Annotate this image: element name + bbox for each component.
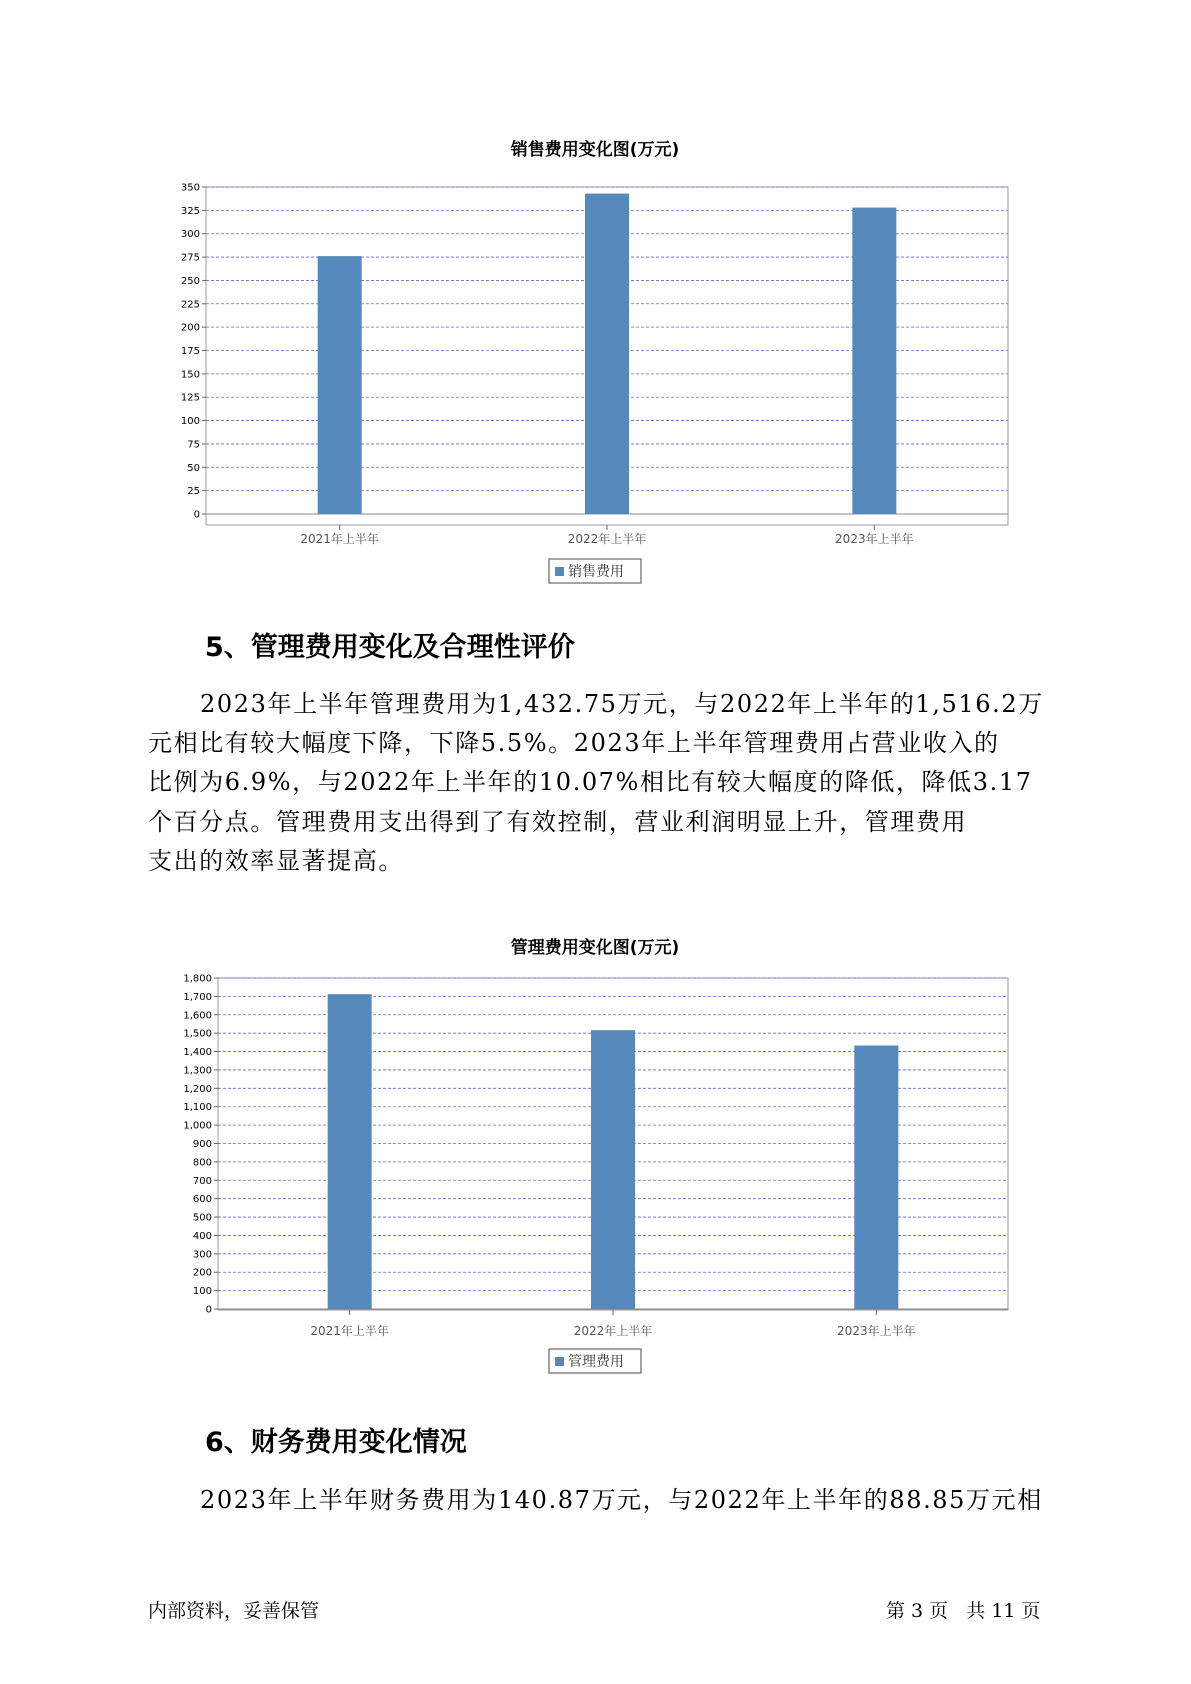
y-tick-label: 1,400 — [183, 1047, 212, 1059]
y-tick-label: 75 — [187, 439, 200, 451]
y-tick-label: 350 — [180, 182, 200, 194]
section6-paragraph — [148, 1481, 1058, 1520]
y-tick-label: 150 — [180, 369, 200, 381]
y-tick-label: 800 — [192, 1157, 212, 1169]
footer-confidential-note: 内部资料，妥善保管 — [148, 1600, 320, 1622]
y-tick-label: 100 — [192, 1286, 212, 1298]
y-tick-label: 300 — [180, 229, 200, 241]
y-tick-label: 200 — [180, 322, 200, 334]
admin-expense-chart — [0, 925, 1191, 1395]
legend-swatch — [555, 567, 564, 576]
x-category-label: 2023年上半年 — [835, 532, 914, 546]
y-tick-label: 225 — [180, 299, 200, 311]
y-tick-label: 0 — [205, 1304, 212, 1316]
y-tick-label: 1,700 — [183, 991, 212, 1003]
section5-line-3: 比例为6.9%，与2022年上半年的10.07%相比有较大幅度的降低，降低3.17 — [148, 768, 1033, 797]
bar — [585, 194, 629, 514]
y-tick-label: 25 — [187, 486, 200, 498]
y-tick-label: 100 — [180, 416, 200, 428]
section5-line-1: 2023年上半年管理费用为1,432.75万元，与2022年上半年的1,516.2万 — [200, 690, 1044, 718]
bar — [328, 994, 372, 1309]
y-tick-label: 700 — [192, 1175, 212, 1187]
y-tick-label: 275 — [180, 252, 200, 264]
y-tick-label: 1,800 — [183, 973, 212, 985]
legend-swatch — [555, 1357, 564, 1366]
section5-paragraph — [148, 685, 1058, 881]
y-tick-label: 300 — [192, 1249, 212, 1261]
y-tick-label: 325 — [180, 205, 200, 217]
y-tick-label: 125 — [180, 392, 200, 404]
y-tick-label: 1,100 — [183, 1102, 212, 1114]
y-tick-label: 0 — [193, 509, 200, 521]
legend-label: 销售费用 — [568, 564, 624, 580]
y-tick-label: 1,500 — [183, 1028, 212, 1040]
y-tick-label: 600 — [192, 1194, 212, 1206]
section5-heading: 5、管理费用变化及合理性评价 — [205, 632, 575, 663]
y-tick-label: 200 — [192, 1267, 212, 1279]
section5-line-2: 元相比有较大幅度下降，下降5.5%。2023年上半年管理费用占营业收入的 — [148, 729, 1000, 758]
y-tick-label: 1,000 — [183, 1120, 212, 1132]
y-tick-label: 50 — [187, 462, 200, 474]
footer-page-number: 第 3 页 共 11 页 — [886, 1600, 1041, 1622]
y-tick-label: 900 — [192, 1139, 212, 1150]
section5-line-4: 个百分点。管理费用支出得到了有效控制，营业利润明显上升，管理费用 — [148, 807, 968, 836]
y-tick-label: 400 — [192, 1230, 212, 1242]
sales-expense-chart — [0, 130, 1191, 600]
admin-expense-chart-svg — [0, 925, 1191, 1395]
y-tick-label: 1,200 — [183, 1083, 212, 1095]
x-category-label: 2021年上半年 — [300, 532, 379, 546]
y-tick-label: 1,600 — [183, 1010, 212, 1022]
y-tick-label: 175 — [180, 346, 200, 357]
y-tick-label: 250 — [180, 275, 200, 287]
bar — [318, 256, 362, 514]
x-category-label: 2022年上半年 — [573, 1324, 653, 1338]
chart-title: 管理费用变化图(万元) — [510, 938, 680, 958]
section5-line-5: 支出的效率显著提高。 — [148, 846, 404, 875]
bar — [852, 208, 896, 514]
x-category-label: 2022年上半年 — [567, 532, 647, 546]
sales-expense-chart-svg — [0, 130, 1191, 600]
x-category-label: 2021年上半年 — [310, 1324, 389, 1338]
section6-heading: 6、财务费用变化情况 — [205, 1427, 467, 1458]
bar — [854, 1046, 898, 1309]
bar — [591, 1030, 635, 1309]
y-tick-label: 500 — [192, 1212, 212, 1224]
y-tick-label: 1,300 — [183, 1065, 212, 1077]
legend-label: 管理费用 — [568, 1354, 624, 1370]
chart-title: 销售费用变化图(万元) — [510, 140, 680, 160]
section6-line-1: 2023年上半年财务费用为140.87万元，与2022年上半年的88.85万元相 — [200, 1486, 1043, 1514]
x-category-label: 2023年上半年 — [837, 1324, 916, 1338]
